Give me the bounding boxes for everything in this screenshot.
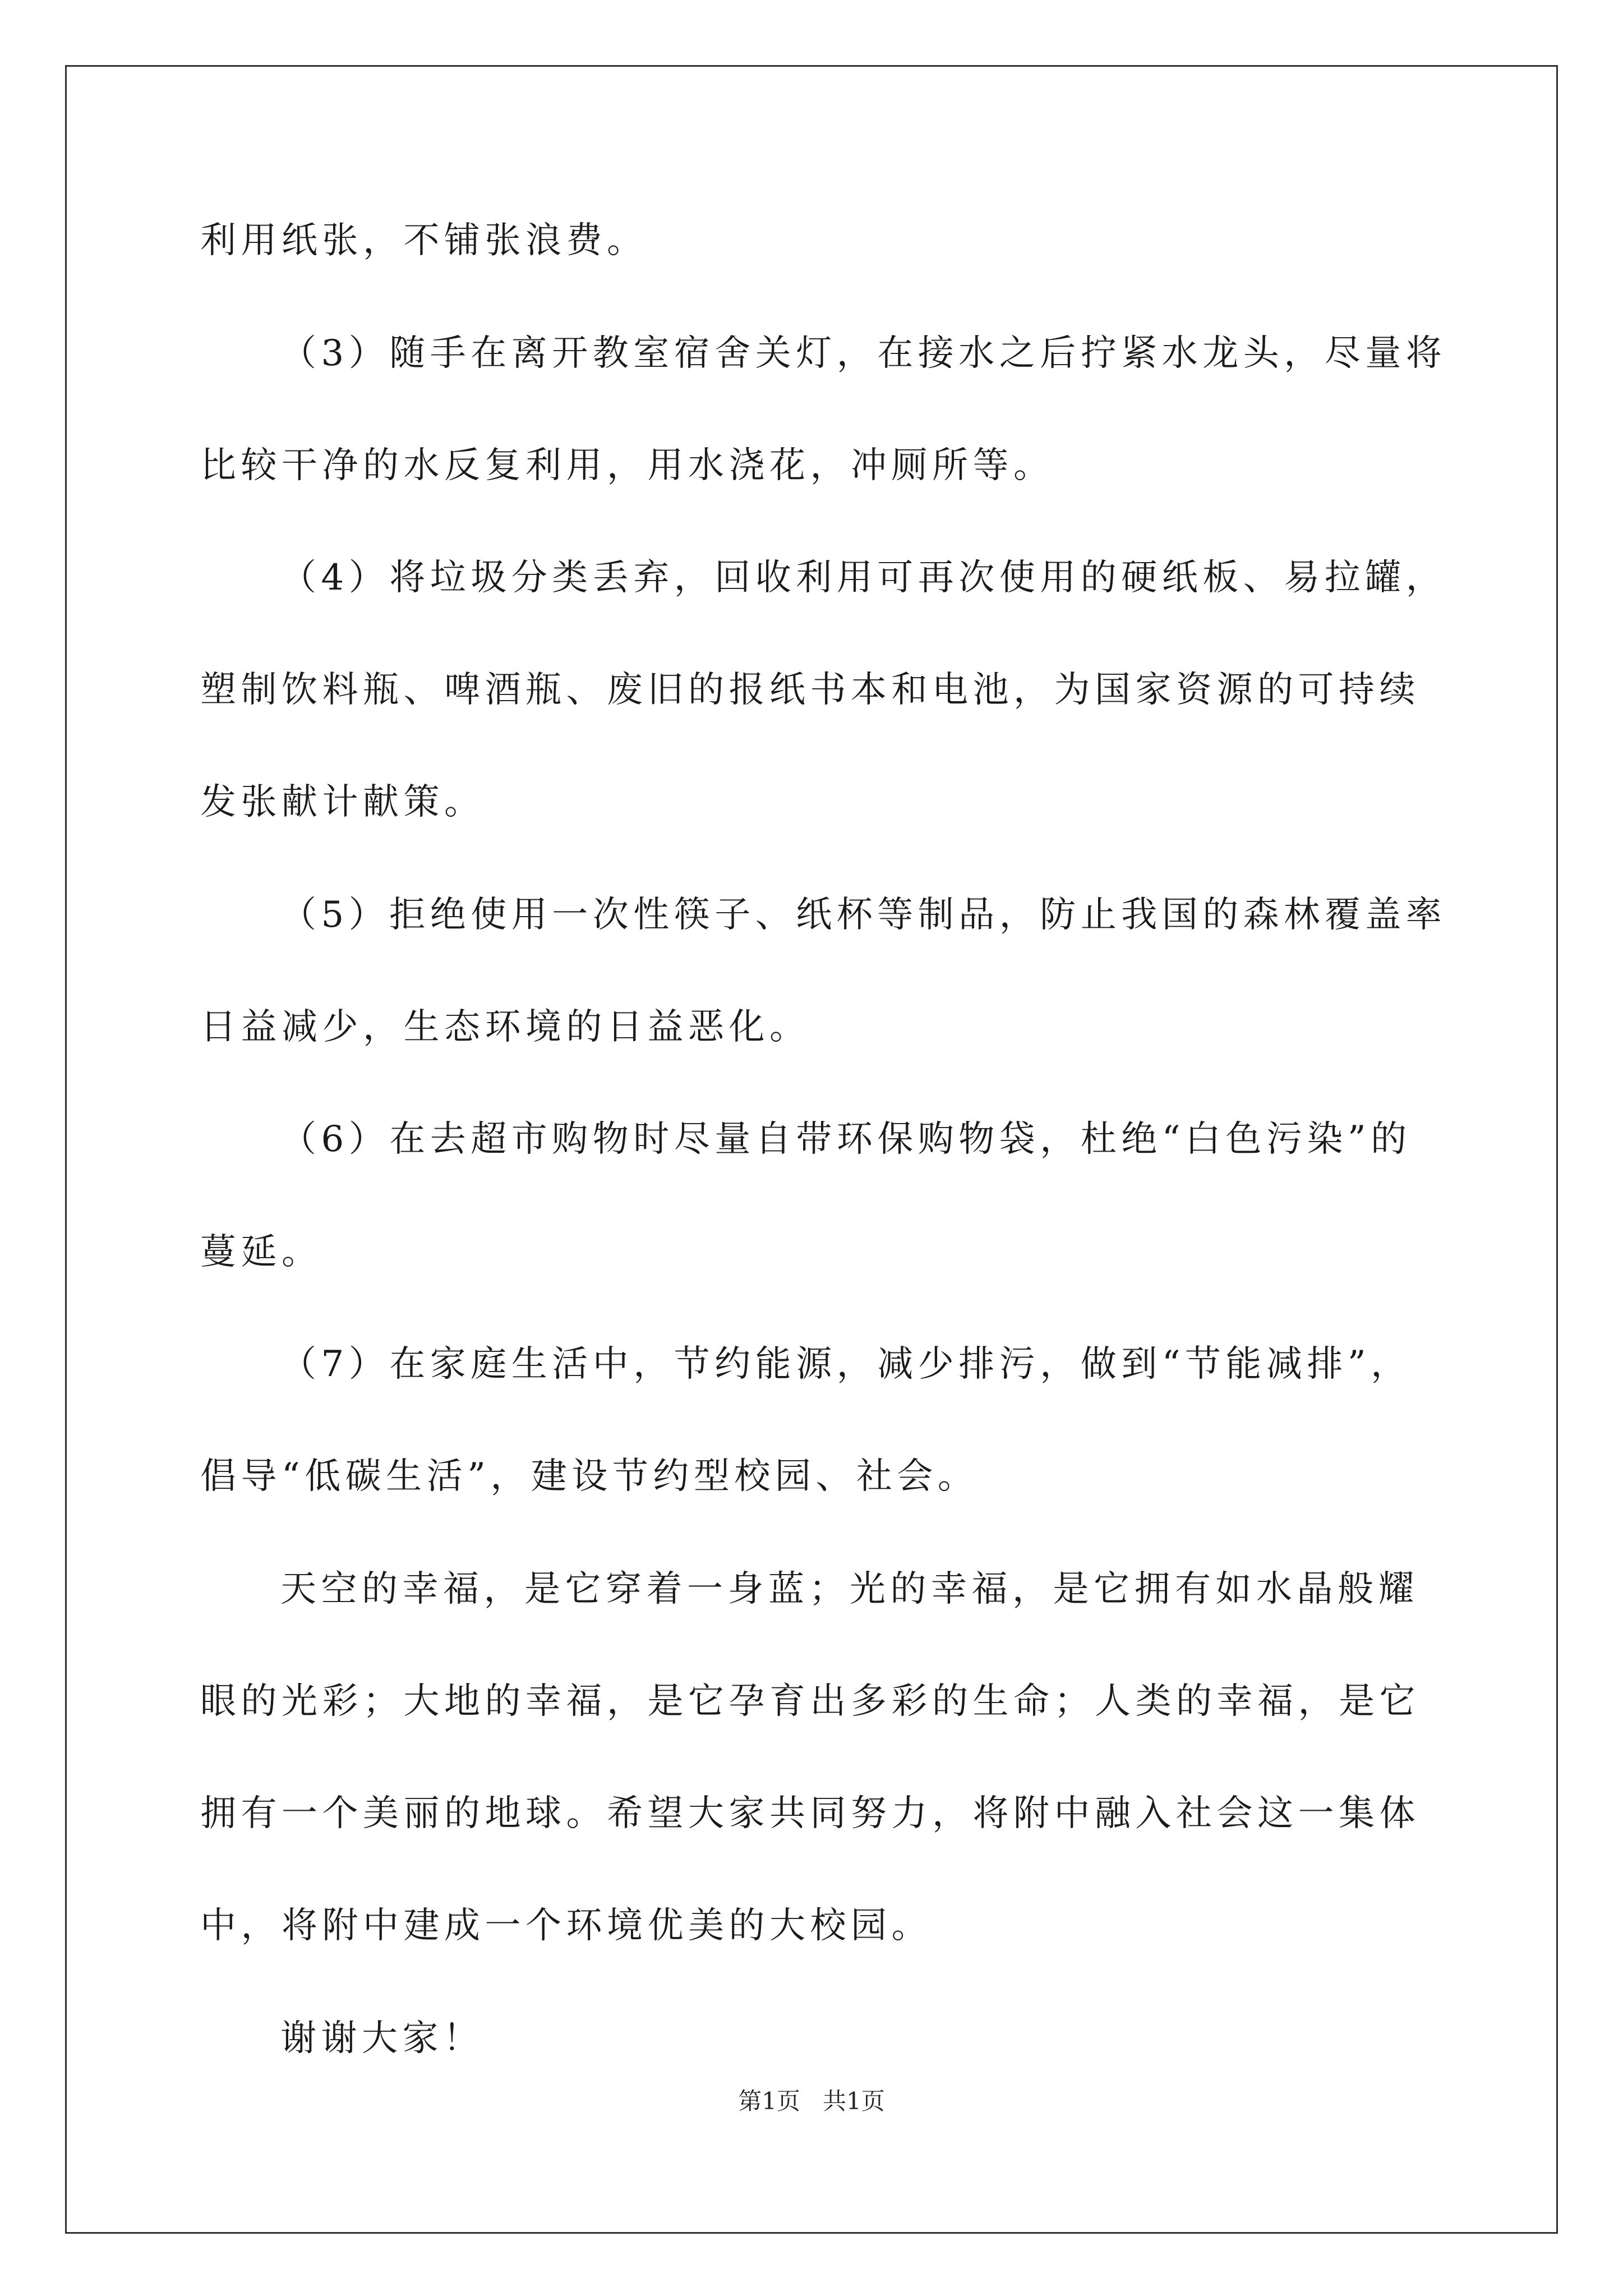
- text-line: 天空的幸福，是它穿着一身蓝；光的幸福，是它拥有如水晶般耀: [280, 1568, 1419, 1610]
- text-line: （7）在家庭生活中，节约能源，减少排污，做到“节能减排”，: [280, 1343, 1412, 1385]
- text-line: 谢谢大家！: [280, 2018, 484, 2059]
- text-line: 拥有一个美丽的地球。希望大家共同努力，将附中融入社会这一集体: [200, 1793, 1420, 1834]
- page-number-footer: 第1页 共1页: [738, 2087, 885, 2115]
- text-line: 比较干净的水反复利用，用水浇花，冲厕所等。: [200, 445, 1054, 486]
- text-line: （4）将垃圾分类丢弃，回收利用可再次使用的硬纸板、易拉罐，: [280, 557, 1447, 599]
- text-line: 中，将附中建成一个环境优美的大校园。: [200, 1905, 932, 1947]
- text-line: 塑制饮料瓶、啤酒瓶、废旧的报纸书本和电池，为国家资源的可持续: [200, 669, 1420, 711]
- text-line: 眼的光彩；大地的幸福，是它孕育出多彩的生命；人类的幸福，是它: [200, 1681, 1420, 1722]
- text-line: 发张献计献策。: [200, 781, 485, 823]
- text-line: 日益减少，生态环境的日益恶化。: [200, 1006, 810, 1048]
- text-line: （3）随手在离开教室宿舍关灯，在接水之后拧紧水龙头，尽量将: [280, 333, 1447, 374]
- text-line: 蔓延。: [200, 1231, 322, 1273]
- text-line: （5）拒绝使用一次性筷子、纸杯等制品，防止我国的森林覆盖率: [280, 894, 1447, 936]
- text-line: 利用纸张，不铺张浪费。: [200, 220, 648, 261]
- text-line: （6）在去超市购物时尽量自带环保购物袋，杜绝“白色污染”的: [280, 1119, 1412, 1160]
- text-line: 倡导“低碳生活”，建设节约型校园、社会。: [200, 1456, 979, 1497]
